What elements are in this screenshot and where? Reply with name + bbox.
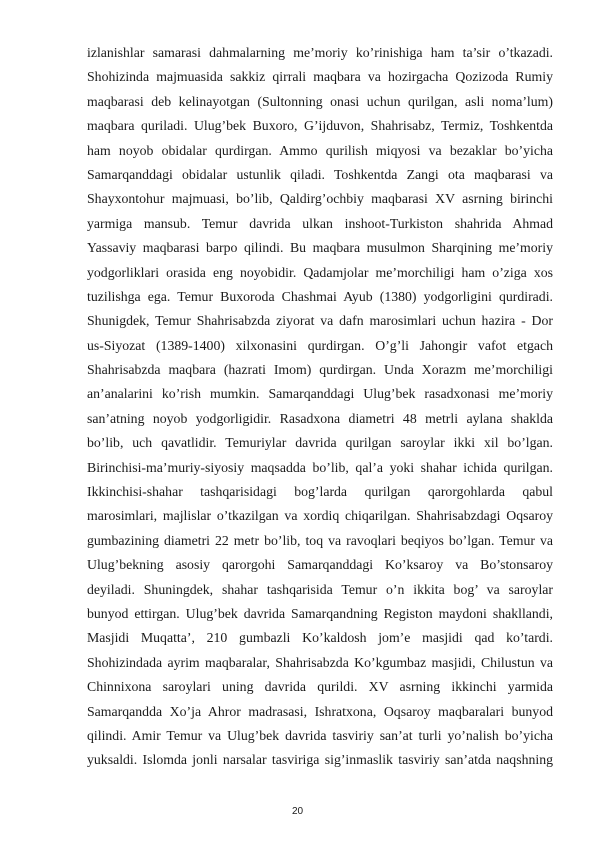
body-text [87, 41, 553, 773]
text-line: qilindi. Amir Temur va Ulug’bek davrida tasviriy san’at turli yo’nalish bo’yicha [87, 727, 553, 743]
text-line: Shunigdek, Temur Shahrisabzda ziyorat va dafn marosimlari uchun hazira - Dor [87, 313, 553, 329]
text-line: tuzilishga ega. Temur Buxoroda Chashmai Ayub (1380) yodgorligini qurdiradi. [87, 288, 553, 304]
text-line: ham noyob obidalar qurdirgan. Ammo qurilish miqyosi va bezaklar bo’yicha [87, 142, 553, 158]
text-line: san’atning noyob yodgorligidir. Rasadxona diametri 48 metrli aylana shaklda [87, 410, 553, 426]
text-line: maqbarasi deb kelinayotgan (Sultonning onasi uchun qurilgan, asli noma’lum) [87, 93, 553, 109]
text-line: maqbara quriladi. Ulug’bek Buxoro, G’ijduvon, Shahrisabz, Termiz, Toshkentda [87, 118, 553, 134]
text-line: Birinchisi-ma’muriy-siyosiy maqsadda bo’lib, qal’a yoki shahar ichida qurilgan. [87, 459, 553, 475]
page-number: 20 [291, 806, 304, 817]
text-line: Chinnixona saroylari uning davrida qurildi. XV asrning ikkinchi yarmida [87, 679, 553, 695]
text-line: gumbazining diametri 22 metr bo’lib, toq va ravoqlari beqiyos bo’lgan. Temur va [87, 532, 553, 548]
text-line: Masjidi Muqatta’, 210 gumbazli Ko’kaldosh jom’e masjidi qad ko’tardi. [87, 630, 553, 646]
text-line: yuksaldi. Islomda jonli narsalar tasviriga sig’inmaslik tasviriy san’atda naqshning [87, 752, 553, 768]
text-line: yarmiga mansub. Temur davrida ulkan inshoot-Turkiston shahrida Ahmad [87, 215, 553, 231]
text-line: Shayxontohur majmuasi, bo’lib, Qaldirg’ochbiy maqbarasi XV asrning birinchi [87, 191, 553, 207]
text-line: an’analarini ko’rish mumkin. Samarqanddagi Ulug’bek rasadxonasi me’moriy [87, 386, 553, 402]
text-line: bo’lib, uch qavatlidir. Temuriylar davrida qurilgan saroylar ikki xil bo’lgan. [87, 435, 553, 451]
text-line: yodgorliklari orasida eng noyobidir. Qadamjolar me’morchiligi ham o’ziga xos [87, 264, 553, 280]
text-line: us-Siyozat (1389-1400) xilxonasini qurdirgan. O’g’li Jahongir vafot etgach [87, 337, 553, 353]
text-line: Shohizinda majmuasida sakkiz qirrali maqbara va hozirgacha Qozizoda Rumiy [87, 69, 553, 85]
text-line: izlanishlar samarasi dahmalarning me’moriy ko’rinishiga ham ta’sir o’tkazadi. [87, 45, 553, 60]
text-line: Samarqandda Xo’ja Ahror madrasasi, Ishratxona, Oqsaroy maqbaralari bunyod [87, 703, 553, 719]
text-line: Ikkinchisi-shahar tashqarisidagi bog’larda qurilgan qarorgohlarda qabul [87, 484, 553, 500]
text-line: deyiladi. Shuningdek, shahar tashqarisida Temur o’n ikkita bog’ va saroylar [87, 581, 553, 597]
text-line: Shohizindada ayrim maqbaralar, Shahrisabzda Ko’kgumbaz masjidi, Chilustun va [87, 654, 553, 670]
text-line: Ulug’bekning asosiy qarorgohi Samarqanddagi Ko’ksaroy va Bo’stonsaroy [87, 557, 553, 573]
text-line: Yassaviy maqbarasi barpo qilindi. Bu maqbara musulmon Sharqining me’moriy [87, 240, 553, 256]
text-line: Shahrisabzda maqbara (hazrati Imom) qurdirgan. Unda Xorazm me’morchiligi [87, 362, 553, 378]
text-line: marosimlari, majlislar o’tkazilgan va xordiq chiqarilgan. Shahrisabzdagi Oqsaroy [87, 508, 553, 524]
text-line: Samarqanddagi obidalar ustunlik qiladi. Toshkentda Zangi ota maqbarasi va [87, 166, 553, 182]
text-line: bunyod ettirgan. Ulug’bek davrida Samarqandning Registon maydoni shakllandi, [87, 605, 553, 621]
